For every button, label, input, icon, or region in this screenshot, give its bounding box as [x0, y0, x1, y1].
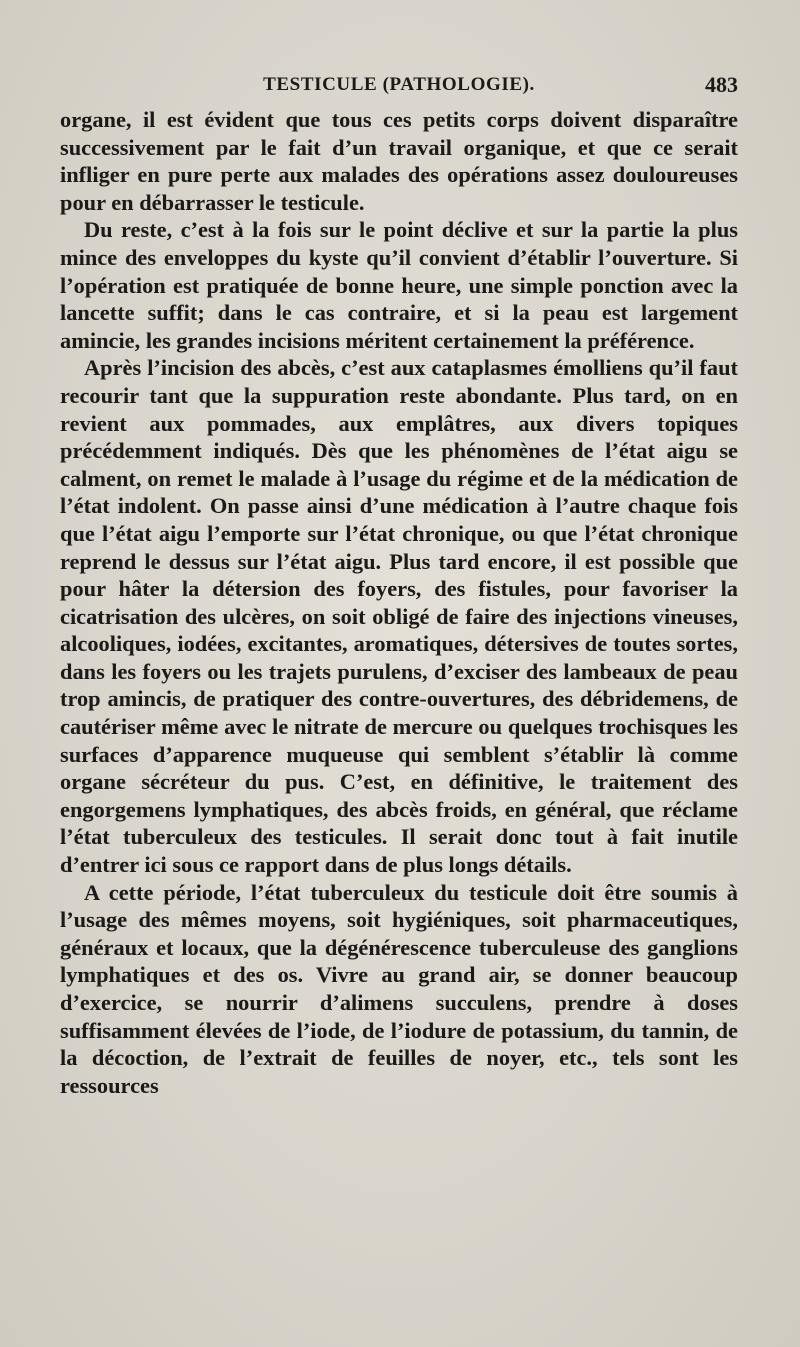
page-header [60, 70, 738, 106]
paragraph: Après l’incision des abcès, c’est aux cataplasmes émolliens qu’il faut recourir tant que la suppuration reste abondante. Plus tard, on en revient aux pommades, aux emplâtres, aux divers topiques précédemment indiqués. Dès que les phénomènes de l’état aigu se calment, on remet le malade à l’usage du régime et de la médication de l’état indolent. On passe ainsi d’une médication à l’autre chaque fois que l’état aigu l’emporte sur l’état chronique, ou que l’état chronique reprend le dessus sur l’état aigu. Plus tard encore, il est possible que pour hâter la détersion des foyers, des fistules, pour favoriser la cicatrisation des ulcères, on soit obligé de faire des injections vineuses, alcooliques, iodées, excitantes, aromatiques, détersives de toutes sortes, dans les foyers ou les trajets purulens, d’exciser des lambeaux de peau trop amincis, de pratiquer des contre-ouvertures, des débridemens, de cautériser même avec le nitrate de mercure ou quelques trochisques les surfaces d’apparence muqueuse qui semblent s’établir là comme organe sécréteur du pus. C’est, en définitive, le traitement des engorgemens lymphatiques, des abcès froids, en général, que réclame l’état tuberculeux des testicules. Il serait donc tout à fait inutile d’entrer ici sous ce rapport dans de plus longs détails. [60, 355, 738, 878]
page-number: 483 [705, 72, 738, 97]
paragraph: Du reste, c’est à la fois sur le point déclive et sur la partie la plus mince des enveloppes du kyste qu’il convient d’établir l’ouverture. Si l’opération est pratiquée de bonne heure, une simple ponction avec la lancette suffit; dans le cas contraire, et si la peau est largement amincie, les grandes incisions méritent certainement la préférence. [60, 217, 738, 353]
paragraph: A cette période, l’état tuberculeux du testicule doit être soumis à l’usage des mêmes moyens, soit hygiéniques, soit pharmaceutiques, généraux et locaux, que la dégénérescence tuberculeuse des ganglions lymphatiques et des os. Vivre au grand air, se donner beaucoup d’exercice, se nourrir d’alimens succulens, prendre à doses suffisamment élevées de l’iode, de l’iodure de potassium, du tannin, de la décoction, de l’extrait de feuilles de noyer, etc., tels sont les ressources [60, 879, 738, 1098]
paragraph-continued: organe, il est évident que tous ces petits corps doivent disparaître successivement par le fait d’un travail organique, et que ce serait infliger en pure perte aux malades des opérations assez douloureuses pour en débarrasser le testicule. [60, 107, 738, 215]
body-text [60, 106, 738, 1099]
running-title: TESTICULE (PATHOLOGIE). [263, 74, 535, 95]
